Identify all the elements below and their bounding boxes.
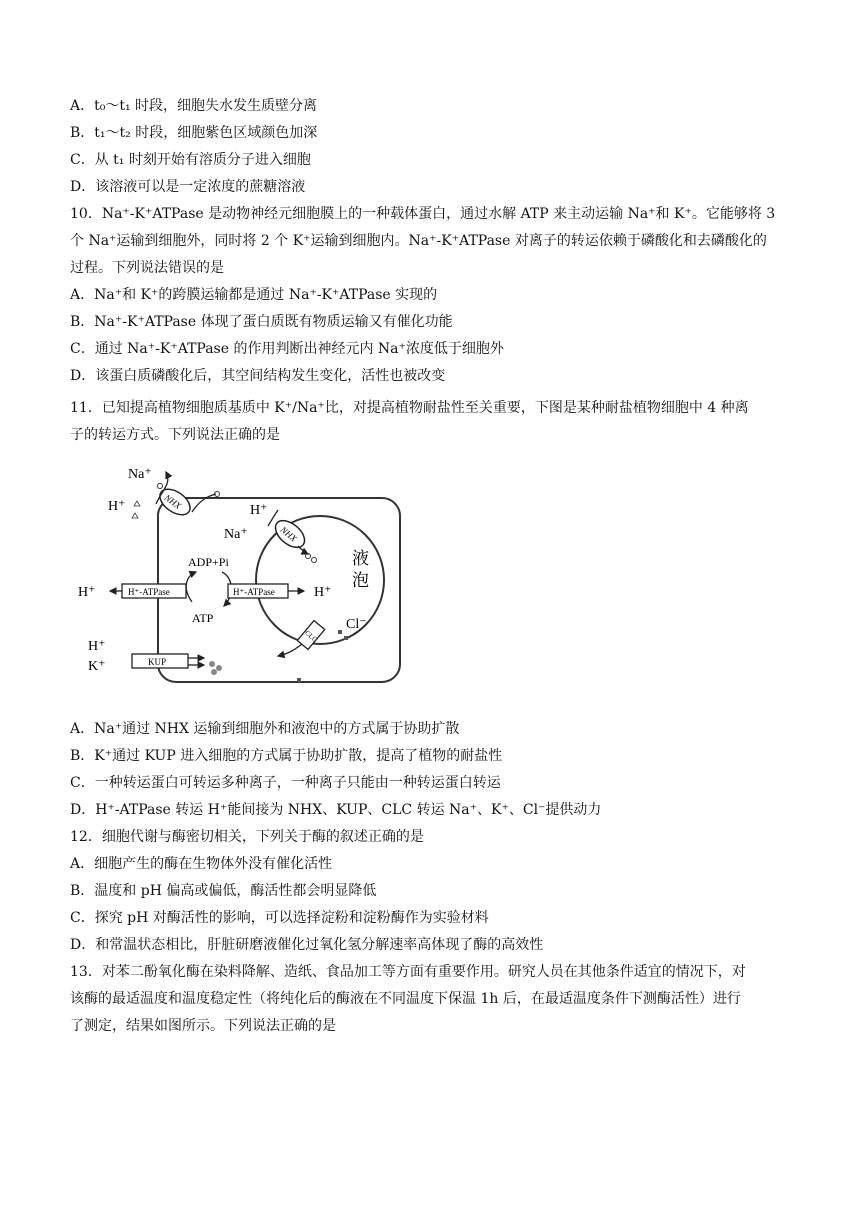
h-top-label: H⁺	[108, 499, 126, 514]
cl-label: Cl⁻	[346, 617, 367, 632]
atpase-vacuole-label: H⁺-ATPase	[233, 587, 275, 597]
q10-option-c: C．通过 Na⁺-K⁺ATPase 的作用判断出神经元内 Na⁺浓度低于细胞外	[70, 341, 504, 357]
q12-stem: 12．细胞代谢与酶密切相关，下列关于酶的叙述正确的是	[70, 829, 424, 845]
q10-option-d: D．该蛋白质磷酸化后，其空间结构发生变化，活性也被改变	[70, 368, 446, 384]
q11-option-b: B．K⁺通过 KUP 进入细胞的方式属于协助扩散，提高了植物的耐盐性	[70, 748, 503, 764]
ion-transport-diagram	[78, 456, 412, 688]
nhx-outer-transporter	[155, 472, 216, 520]
q9-option-b: B．t₁～t₂ 时段，细胞紫色区域颜色加深	[70, 125, 318, 141]
h-inside-vacuole-label: H⁺	[314, 585, 332, 600]
q10-stem-line-1: 10．Na⁺-K⁺ATPase 是动物神经元细胞膜上的一种载体蛋白，通过水解 ATP 来主动运输 Na⁺和 K⁺。它能够将 3	[70, 206, 776, 222]
q11-option-c: C．一种转运蛋白可转运多种离子，一种离子只能由一种转运蛋白转运	[70, 775, 501, 791]
nhx-vacuole-transporter	[268, 510, 309, 554]
na-top-label: Na⁺	[128, 467, 152, 482]
q9-option-d: D．该溶液可以是一定浓度的蔗糖溶液	[70, 179, 306, 195]
nhx-vacuole-label: NHX	[278, 524, 299, 544]
q10-stem-line-2: 个 Na⁺运输到细胞外，同时将 2 个 K⁺运输到细胞内。Na⁺-K⁺ATPase 对离子的转运依赖于磷酸化和去磷酸化的	[70, 233, 767, 249]
q12-option-d: D．和常温状态相比，肝脏研磨液催化过氧化氢分解速率高体现了酶的高效性	[70, 937, 544, 953]
h-pump-left-label: H⁺	[78, 585, 96, 600]
q13-stem-line-3: 了测定，结果如图所示。下列说法正确的是	[70, 1018, 336, 1034]
nhx-outer-label: NHX	[162, 492, 184, 511]
atp-label: ATP	[192, 611, 214, 625]
q11-option-a: A．Na⁺通过 NHX 运输到细胞外和液泡中的方式属于协助扩散	[70, 721, 460, 737]
q11-option-d: D．H⁺-ATPase 转运 H⁺能间接为 NHX、KUP、CLC 转运 Na⁺、K⁺、Cl⁻提供动力	[70, 802, 602, 818]
k-kup-label: K⁺	[88, 659, 106, 674]
clc-transporter	[278, 621, 325, 656]
q12-option-a: A．细胞产生的酶在生物体外没有催化活性	[70, 856, 333, 872]
q9-option-c: C．从 t₁ 时刻开始有溶质分子进入细胞	[70, 152, 311, 168]
na-vacuole-label: Na⁺	[224, 527, 248, 542]
h-kup-label: H⁺	[88, 639, 106, 654]
clc-label: CLC	[303, 628, 319, 644]
q10-option-b: B．Na⁺-K⁺ATPase 体现了蛋白质既有物质运输又有催化功能	[70, 314, 453, 330]
atpase-outer-label: H⁺-ATPase	[128, 587, 170, 597]
q11-stem-line-2: 子的转运方式。下列说法正确的是	[70, 427, 280, 443]
vacuole-label-2: 泡	[352, 571, 369, 590]
kup-label: KUP	[148, 657, 167, 667]
q10-stem-line-3: 过程。下列说法错误的是	[70, 260, 224, 276]
vacuole-label-1: 液	[352, 549, 369, 568]
q10-option-a: A．Na⁺和 K⁺的跨膜运输都是通过 Na⁺-K⁺ATPase 实现的	[70, 287, 438, 303]
q12-option-b: B．温度和 pH 偏高或偏低，酶活性都会明显降低	[70, 883, 377, 899]
q13-stem-line-1: 13．对苯二酚氧化酶在染料降解、造纸、食品加工等方面有重要作用。研究人员在其他条件适宜的情况下，对	[70, 964, 746, 980]
q9-option-a: A．t₀～t₁ 时段，细胞失水发生质壁分离	[70, 98, 318, 114]
adp-pi-label: ADP+Pi	[188, 555, 229, 569]
q12-option-c: C．探究 pH 对酶活性的影响，可以选择淀粉和淀粉酶作为实验材料	[70, 910, 489, 926]
q11-stem-line-1: 11．已知提高植物细胞质基质中 K⁺/Na⁺比，对提高植物耐盐性至关重要，下图是某种耐盐植物细胞中 4 种离	[70, 400, 749, 416]
q13-stem-line-2: 该酶的最适温度和温度稳定性（将纯化后的酶液在不同温度下保温 1h 后，在最适温度条件下测酶活性）进行	[70, 991, 741, 1007]
h-vacuole-label: H⁺	[250, 503, 268, 518]
